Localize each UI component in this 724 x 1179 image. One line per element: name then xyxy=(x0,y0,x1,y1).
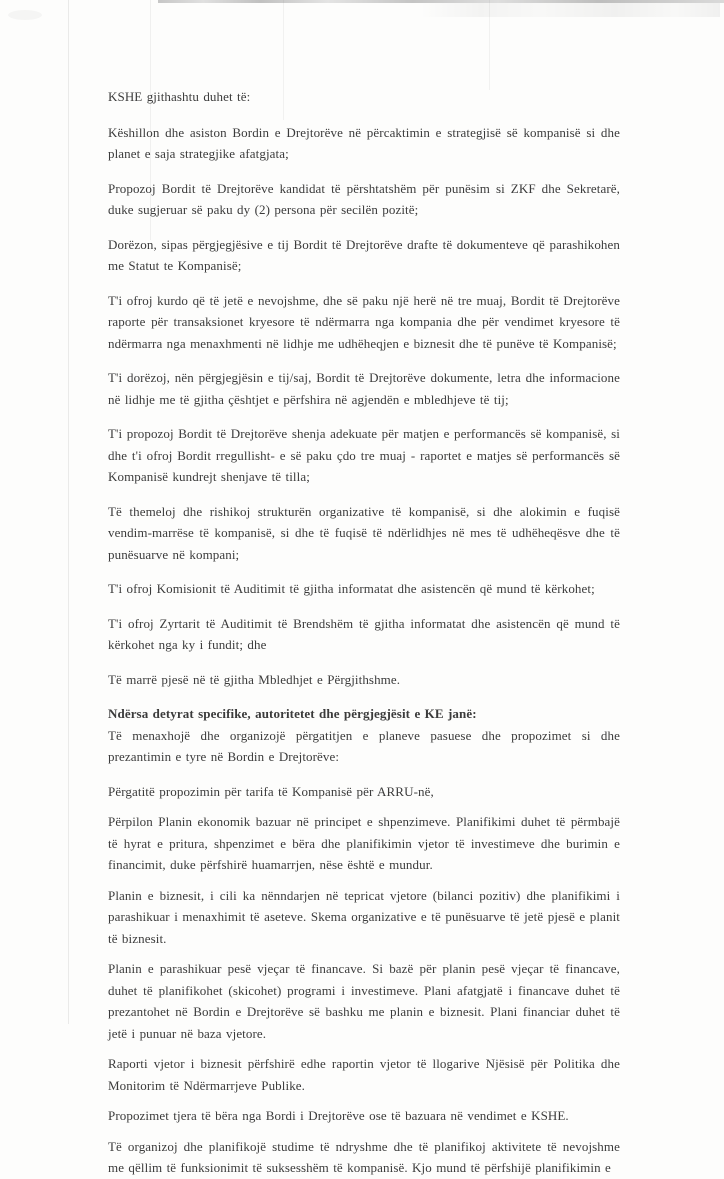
paragraph: Planin e biznesit, i cili ka nënndarjen në tepricat vjetore (bilanci pozitiv) dhe planifikimi i parashikuar i menaxhimit të aseteve. Skema organizative e të punësuarve të jetë pjesë e planit të biznesit. xyxy=(108,887,620,946)
paragraph: T'i propozoj Bordit të Drejtorëve shenja adekuate për matjen e performancës së kompanisë, si dhe t'i ofroj Bordit rregullisht- e së paku çdo tre muaj - raportet e matjes së performancës së Kompanisë kundrejt shenjave të tilla; xyxy=(108,426,620,484)
paragraph: Propozimet tjera të bëra nga Bordi i Drejtorëve ose të bazuara në vendimet e KSHE. xyxy=(108,1108,569,1123)
paragraph: T'i ofroj Komisionit të Auditimit të gjitha informatat dhe asistencën që mund të kërkohet; xyxy=(108,581,595,596)
scan-smudge-artifact xyxy=(420,3,720,17)
paragraph: Të menaxhojë dhe organizojë përgatitjen e planeve pasuese dhe propozimet si dhe prezantimin e tyre në Bordin e Drejtorëve: xyxy=(108,727,620,764)
scan-streak-artifact xyxy=(489,0,490,90)
paragraph: Raporti vjetor i biznesit përfshirë edhe raportin vjetor të llogarive Njësisë për Politika dhe Monitorim të Ndërmarrjeve Publike. xyxy=(108,1056,620,1093)
paragraph: T'i dorëzoj, nën përgjegjësin e tij/saj, Bordit të Drejtorëve dokumente, letra dhe informacione në lidhje me të gjitha çështjet e përfshira në agjendën e mbledhjeve të tij; xyxy=(108,370,620,407)
scan-smudge-artifact xyxy=(8,10,42,20)
paragraph: Këshillon dhe asiston Bordin e Drejtorëve në përcaktimin e strategjisë së kompanisë si dhe planet e saja strategjike afatgjata; xyxy=(108,124,620,161)
paragraph: T'i ofroj Zyrtarit të Auditimit të Brendshëm të gjitha informatat dhe asistencën që mund të kërkohet nga ky i fundit; dhe xyxy=(108,615,620,652)
document-text-block xyxy=(108,86,620,1179)
paragraph: Planin e parashikuar pesë vjeçar të financave. Si bazë për planin pesë vjeçar të financave, duhet të planifikohet (skicohet) programi i investimeve. Plani afatgjatë i financave duhet të prezantohet në Bordin e Drejtorëve së bashku me planin e biznesit. Plani financiar duhet të jetë i punuar në baza vjetore. xyxy=(108,961,620,1041)
paragraph: T'i ofroj kurdo që të jetë e nevojshme, dhe së paku një herë në tre muaj, Bordit të Drejtorëve raporte për transaksionet kryesore të ndërmarra nga kompania dhe për vendimet kryesore të ndërmarra nga menaxhmenti në lidhje me udhëheqjen e biznesit dhe të punëve të Kompanisë; xyxy=(108,292,620,351)
paragraph: Të marrë pjesë në të gjitha Mbledhjet e Përgjithshme. xyxy=(108,671,401,687)
paragraph: Dorëzon, sipas përgjegjësive e tij Bordit të Drejtorëve drafte të dokumenteve që parashikohen me Statut te Kompanisë; xyxy=(108,236,620,273)
paragraph: Propozoj Bordit të Drejtorëve kandidat të përshtatshëm për punësim si ZKF dhe Sekretarë, duke sugjeruar së paku dy (2) persona për secilën pozitë; xyxy=(108,180,620,217)
paragraph: Përgatitë propozimin për tarifa të Kompanisë për ARRU-në, xyxy=(108,783,434,799)
section-heading: Ndërsa detyrat specifike, autoritetet dhe përgjegjësit e KE janë: xyxy=(108,706,477,721)
paragraph: Të organizoj dhe planifikojë studime të ndryshme dhe të planifikoj aktivitete të nevojshme me qëllim të funksionimit të suksesshëm të kompanisë. Kjo mund të përfshijë planifikimin e xyxy=(108,1138,620,1175)
scan-streak-artifact xyxy=(68,0,69,1024)
paragraph: Përpilon Planin ekonomik bazuar në principet e shpenzimeve. Planifikimi duhet të përmbajë të hyrat e pritura, shpenzimet e bëra dhe planifikimin vjetor të investimeve dhe burimin e financimit, duke përfshirë huamarrjen, nëse është e mundur. xyxy=(108,814,620,872)
intro-line: KSHE gjithashtu duhet të: xyxy=(108,89,251,104)
paragraph: Të themeloj dhe rishikoj strukturën organizative të kompanisë, si dhe alokimin e fuqisë vendim-marrëse të kompanisë, si dhe të fuqisë të ndërlidhjes në mes të udhëheqësve dhe të punësuarve në kompani; xyxy=(108,503,620,562)
